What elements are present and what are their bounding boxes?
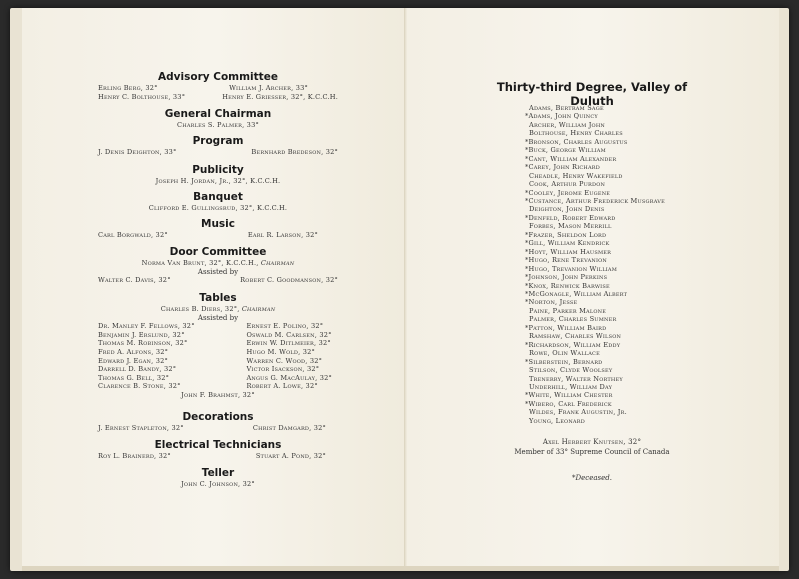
deceased-note: *Deceased. — [572, 474, 612, 482]
decorations-name: J. Ernest Stapleton, 32° — [98, 424, 184, 432]
roll-entry: *Frazer, Sheldon Lord — [525, 230, 607, 239]
teller-section — [98, 467, 338, 489]
music-name: Carl Borgwald, 32° — [98, 231, 168, 239]
left-page — [22, 8, 406, 571]
electrical-title: Electrical Technicians — [154, 439, 282, 451]
banquet-section — [98, 191, 338, 213]
advisory-committee-title: Advisory Committee — [158, 71, 278, 83]
roll-entry: *Carey, John Richard — [525, 163, 600, 172]
roll-entry: *Cooley, Jerome Eugene — [525, 188, 611, 197]
roll-entry: *Denfeld, Robert Edward — [525, 213, 616, 222]
roll-entry: Wildes, Frank Augustin, Jr. — [529, 408, 627, 417]
music-name: Earl R. Larson, 32° — [247, 231, 318, 239]
roll-entry: Underhill, William Day — [529, 382, 613, 391]
electrical-name: Stuart A. Pond, 32° — [255, 452, 326, 460]
member-line: Member of 33° Supreme Council of Canada — [514, 448, 670, 456]
tables-name: Thomas M. Robinson, 32° — [98, 339, 188, 348]
tables-chairman-role: Chairman — [241, 305, 276, 313]
roll-entry: *Norton, Jesse — [525, 298, 578, 307]
music-row — [98, 231, 338, 240]
tables-name: Hugo M. Wold, 32° — [246, 347, 316, 356]
program-row — [98, 148, 338, 157]
publicity-title: Publicity — [192, 164, 244, 176]
general-chairman-section — [98, 108, 338, 130]
degree-roll-list — [525, 104, 725, 425]
roll-entry: *White, William Chester — [525, 391, 613, 400]
roll-entry: Cook, Arthur Purdon — [529, 180, 606, 189]
tables-last-name: John F. Brahmst, 32° — [181, 390, 255, 399]
tables-name: Clarence B. Stone, 32° — [98, 382, 181, 391]
advisory-name: Henry C. Bolthouse, 33° — [98, 92, 186, 101]
publicity-name: Joseph H. Jordan, Jr., 32°, K.C.C.H. — [155, 177, 281, 185]
tables-name: Darrell D. Bandy, 32° — [98, 365, 177, 374]
roll-entry: *Silberstein, Bernard — [525, 357, 603, 366]
roll-entry: Ramshaw, Charles Wilson — [529, 332, 622, 341]
roll-entry: *Wibero, Carl Frederick — [525, 399, 612, 408]
roll-entry: *Hugo, Rene Trevanion — [525, 256, 608, 265]
tables-name: Dr. Manley F. Fellows, 32° — [98, 322, 195, 331]
tables-name: Benjamin J. Erslund, 32° — [98, 330, 185, 339]
tables-name: Fred A. Alfons, 32° — [98, 347, 169, 356]
roll-entry: Archer, William John — [529, 120, 605, 129]
door-name: Walter C. Davis, 32° — [98, 276, 171, 285]
roll-entry: *Custance, Arthur Frederick Musgrave — [525, 196, 665, 205]
booklet-bottom-edge — [22, 566, 779, 571]
advisory-row-1 — [98, 84, 338, 93]
advisory-row-2 — [98, 93, 338, 102]
member-note — [467, 438, 717, 456]
door-chairman-name: Norma Van Brunt, 32°, K.C.C.H., — [141, 259, 259, 267]
member-name: Axel Herbert Knutsen, 32° — [542, 438, 642, 446]
tables-name: Erwin W. Ditlmeier, 32° — [246, 339, 331, 348]
roll-entry: *Hoyt, William Hausmer — [525, 247, 612, 256]
roll-entry: Adams, Bertram Sage — [529, 104, 604, 112]
program-booklet — [10, 8, 789, 571]
roll-entry: Rowe, Olin Wallace — [529, 349, 600, 358]
roll-entry: Stilson, Clyde Woolsey — [529, 366, 613, 375]
tables-name: Victor Isackson, 32° — [246, 365, 320, 374]
advisory-committee-section — [98, 71, 338, 101]
electrical-name: Roy L. Brainerd, 32° — [98, 452, 171, 460]
teller-title: Teller — [201, 467, 235, 479]
roll-entry: *Knox, Renwick Barwise — [525, 281, 610, 290]
right-page — [407, 8, 779, 571]
roll-entry: *Cant, William Alexander — [525, 154, 617, 163]
roll-entry: Forbes, Mason Merrill — [529, 222, 612, 231]
tables-name: Warren C. Wood, 32° — [246, 356, 323, 365]
advisory-name: Henry E. Griesser, 32°, K.C.C.H. — [222, 92, 338, 101]
tables-columns — [98, 322, 338, 391]
tables-name: Robert A. Lowe, 32° — [246, 382, 318, 391]
advisory-name: William J. Archer, 33° — [229, 84, 308, 92]
music-section — [98, 218, 338, 240]
tables-name: Angus G. MacAulay, 32° — [246, 373, 332, 382]
program-name: Bernhard Bredeson, 32° — [251, 148, 338, 156]
music-title: Music — [201, 218, 235, 230]
roll-entry: Paine, Parker Malone — [529, 306, 607, 315]
roll-entry: *Patton, William Baird — [525, 323, 607, 332]
tables-name: Thomas G. Bell, 32° — [98, 373, 170, 382]
banquet-name: Clifford E. Gullingsrud, 32°, K.C.C.H. — [148, 204, 288, 212]
door-chairman-role: Chairman — [260, 259, 295, 267]
program-section — [98, 135, 338, 157]
tables-right-column — [246, 322, 332, 391]
tables-chairman-name: Charles B. Diers, 32°, — [160, 305, 240, 313]
tables-name: Ernest E. Polino, 32° — [246, 322, 324, 331]
roll-entry: *Gill, William Kendrick — [525, 239, 610, 248]
door-committee-section — [98, 246, 338, 285]
decorations-title: Decorations — [182, 411, 254, 423]
roll-entry: *Adams, John Quincy — [525, 112, 598, 121]
general-chairman-title: General Chairman — [164, 108, 272, 120]
general-chairman-name: Charles S. Palmer, 33° — [177, 121, 259, 129]
door-chairman — [98, 259, 338, 268]
tables-chairman — [98, 305, 338, 314]
door-name: Robert C. Goodmanson, 32° — [240, 276, 338, 285]
teller-name: John C. Johnson, 32° — [181, 480, 255, 488]
tables-title: Tables — [199, 292, 237, 304]
tables-name: Edward J. Egan, 32° — [98, 356, 168, 365]
roll-entry: Bolthouse, Henry Charles — [529, 129, 623, 138]
program-name: J. Denis Deighton, 33° — [98, 148, 177, 156]
roll-entry: Deighton, John Denis — [529, 205, 605, 214]
roll-entry: *McGonagle, William Albert — [525, 289, 628, 298]
roll-entry: *Johnson, John Perkins — [525, 273, 608, 282]
decorations-name: Christ Damgard, 32° — [252, 424, 326, 432]
door-committee-title: Door Committee — [169, 246, 267, 258]
right-page-title: Thirty-third Degree, Valley of Duluth — [496, 80, 688, 108]
decorations-section — [98, 411, 338, 433]
electrical-row — [98, 452, 338, 461]
roll-entry: *Buck, George William — [525, 146, 606, 155]
program-title: Program — [192, 135, 244, 147]
tables-name: Oswald M. Carlsen, 32° — [246, 330, 332, 339]
decorations-row — [98, 424, 338, 433]
advisory-name: Erling Berg, 32° — [98, 84, 158, 92]
door-row — [98, 276, 338, 285]
electrical-section — [98, 439, 338, 461]
roll-entry: Cheadle, Henry Wakefield — [529, 171, 623, 180]
tables-left-column — [98, 322, 195, 391]
tables-assisted-by: Assisted by — [197, 313, 239, 322]
roll-entry: Young, Leonard — [529, 416, 585, 425]
door-assisted-by: Assisted by — [197, 267, 239, 276]
roll-entry: *Richardson, William Eddy — [525, 340, 621, 349]
banquet-title: Banquet — [193, 191, 243, 203]
roll-entry: *Bronson, Charles Augustus — [525, 137, 628, 146]
roll-entry: Palmer, Charles Sumner — [529, 315, 617, 324]
publicity-section — [98, 164, 338, 186]
roll-entry: Trenerry, Walter Northey — [529, 374, 623, 383]
tables-section — [98, 292, 338, 400]
roll-entry: *Hugo, Trevanion William — [525, 264, 618, 273]
